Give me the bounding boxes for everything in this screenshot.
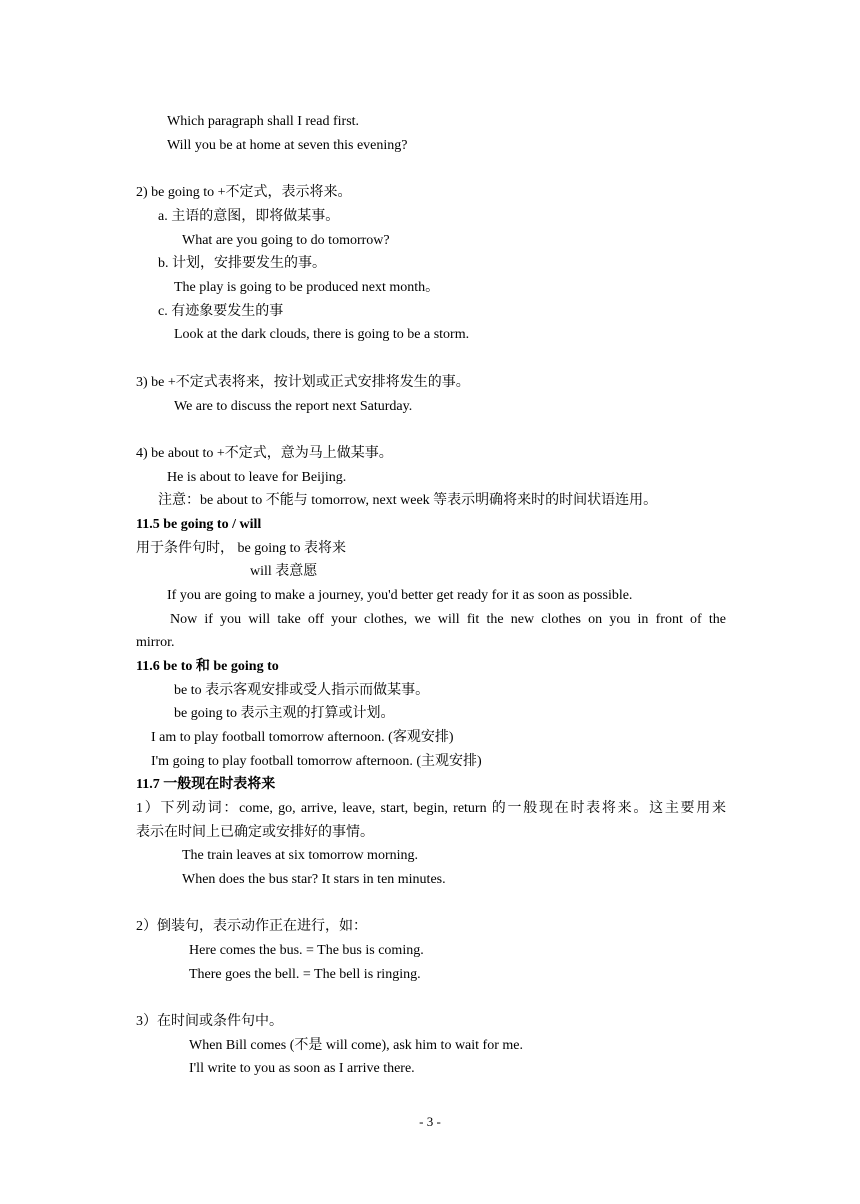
body-text: 表示在时间上已确定或安排好的事情。 [136,825,374,840]
sub-item: b. 计划，安排要发生的事。 [158,256,326,271]
example-sentence: When Bill comes (不是 will come), ask him to wait for me. [189,1038,523,1053]
example-sentence: The play is going to be produced next month。 [174,280,440,295]
example-sentence: I'll write to you as soon as I arrive there. [189,1061,415,1076]
example-sentence: Look at the dark clouds, there is going to be a storm. [174,327,470,342]
rule-heading: 2) be going to +不定式，表示将来。 [136,185,352,200]
body-text: be to 表示客观安排或受人指示而做某事。 [174,683,430,698]
sub-item: c. 有迹象要发生的事 [158,304,284,319]
example-sentence: The train leaves at six tomorrow morning. [182,848,418,863]
body-text: be going to 表示主观的打算或计划。 [174,706,395,721]
body-text: 3）在时间或条件句中。 [136,1014,283,1029]
example-sentence: Will you be at home at seven this evening? [167,138,408,153]
body-text: 1）下列动词：come, go, arrive, leave, start, begin, return 的一般现在时表将来。这主要用来 [136,801,726,816]
note-text: 注意：be about to 不能与 tomorrow, next week 等表示明确将来时的时间状语连用。 [158,493,658,508]
section-heading: 11.7 一般现在时表将来 [136,777,276,792]
body-text: 用于条件句时， be going to 表将来 [136,541,346,556]
rule-heading: 4) be about to +不定式，意为马上做某事。 [136,446,393,461]
example-sentence: If you are going to make a journey, you'd better get ready for it as soon as possible. [167,588,633,603]
example-sentence: mirror. [136,635,175,650]
example-sentence: I'm going to play football tomorrow afternoon. (主观安排) [151,754,482,769]
example-sentence: Here comes the bus. = The bus is coming. [189,943,424,958]
example-sentence: I am to play football tomorrow afternoon. (客观安排) [151,730,454,745]
example-sentence: He is about to leave for Beijing. [167,470,347,485]
example-sentence: We are to discuss the report next Saturday. [174,399,413,414]
sub-item: a. 主语的意图，即将做某事。 [158,209,340,224]
body-text: will 表意愿 [250,564,318,579]
example-sentence: Now if you will take off your clothes, we will fit the new clothes on you in front of the [170,612,726,627]
example-sentence: Which paragraph shall I read first. [167,114,360,129]
section-heading: 11.5 be going to / will [136,517,262,532]
page-number: - 3 - [419,1114,441,1129]
body-text: 2）倒装句，表示动作正在进行，如： [136,919,367,934]
rule-heading: 3) be +不定式表将来，按计划或正式安排将发生的事。 [136,375,470,390]
example-sentence: There goes the bell. = The bell is ringing. [189,967,421,982]
example-sentence: What are you going to do tomorrow? [182,233,390,248]
section-heading: 11.6 be to 和 be going to [136,659,279,674]
example-sentence: When does the bus star? It stars in ten minutes. [182,872,446,887]
